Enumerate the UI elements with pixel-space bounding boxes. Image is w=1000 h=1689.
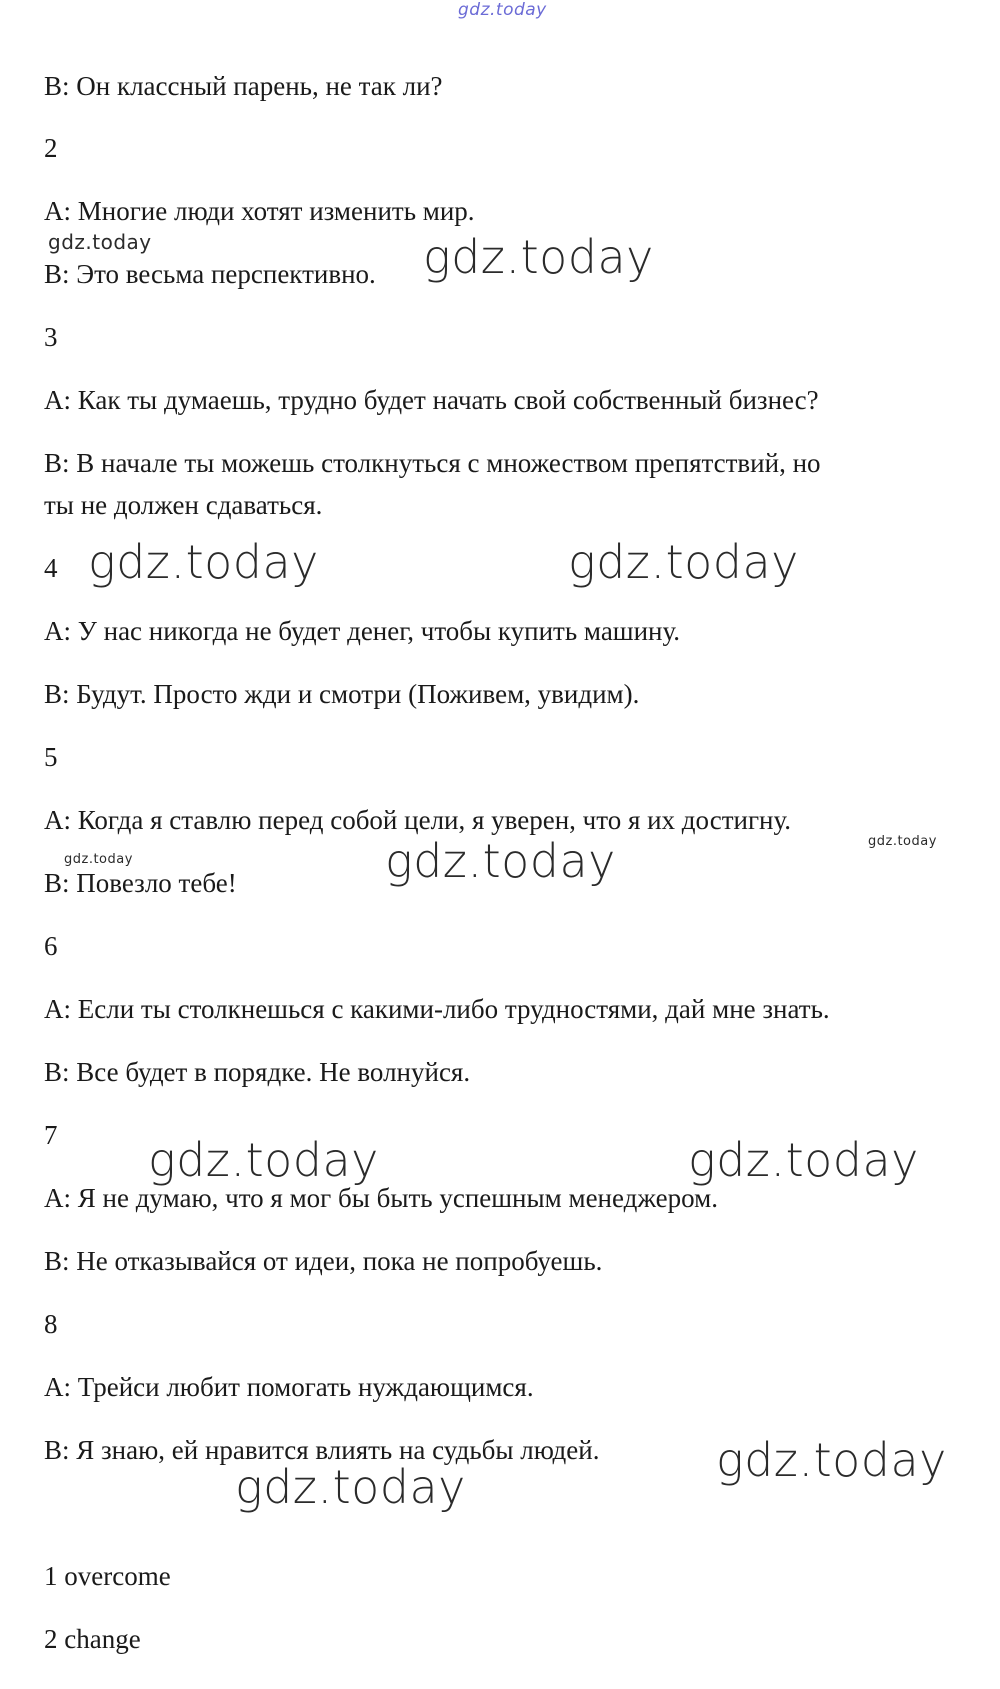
- item-number: 8: [44, 1309, 58, 1339]
- dialog-line: B: Будут. Просто жди и смотри (Поживем, увидим).: [44, 679, 640, 709]
- dialog-line: A: Если ты столкнешься с какими-либо трудностями, дай мне знать.: [44, 994, 830, 1024]
- dialog-line: A: Трейси любит помогать нуждающимся.: [44, 1372, 534, 1402]
- dialog-line: A: Многие люди хотят изменить мир.: [44, 196, 475, 226]
- item-number: 4: [44, 553, 58, 583]
- watermark-1: gdz.today: [423, 230, 654, 284]
- item-number: 6: [44, 931, 58, 961]
- item-number: 7: [44, 1120, 58, 1150]
- dialog-line: B: В начале ты можешь столкнуться с множеством препятствий, но: [44, 448, 821, 478]
- watermark-3: gdz.today: [568, 535, 799, 589]
- watermark-small-3: gdz.today: [64, 852, 133, 867]
- item-number: 5: [44, 742, 58, 772]
- answer-line: 2 change: [44, 1624, 141, 1654]
- dialog-line: B: Не отказывайся от идеи, пока не попробуешь.: [44, 1246, 603, 1276]
- dialog-line: B: Все будет в порядке. Не волнуйся.: [44, 1057, 471, 1087]
- watermark-8: gdz.today: [235, 1460, 466, 1514]
- item-number: 2: [44, 133, 58, 163]
- dialog-line: B: Я знаю, ей нравится влиять на судьбы людей.: [44, 1435, 600, 1465]
- dialog-line: B: Повезло тебе!: [44, 868, 237, 898]
- watermark-5: gdz.today: [148, 1133, 379, 1187]
- watermark-7: gdz.today: [716, 1433, 947, 1487]
- watermark-small-2: gdz.today: [868, 834, 937, 849]
- dialog-line: A: Когда я ставлю перед собой цели, я уверен, что я их достигну.: [44, 805, 792, 835]
- dialog-line: B: Это весьма перспективно.: [44, 259, 376, 289]
- watermark-2: gdz.today: [88, 535, 319, 589]
- dialog-line: A: Как ты думаешь, трудно будет начать свой собственный бизнес?: [44, 385, 819, 415]
- dialog-line: A: У нас никогда не будет денег, чтобы купить машину.: [44, 616, 681, 646]
- dialog-line: A: Я не думаю, что я мог бы быть успешным менеджером.: [44, 1183, 718, 1213]
- item-number: 3: [44, 322, 58, 352]
- watermark-top: gdz.today: [458, 0, 547, 20]
- dialog-line-continuation: ты не должен сдаваться.: [44, 490, 323, 520]
- answer-line: 1 overcome: [44, 1561, 171, 1591]
- watermark-small-1: gdz.today: [48, 230, 152, 254]
- watermark-6: gdz.today: [688, 1133, 919, 1187]
- dialog-line: B: Он классный парень, не так ли?: [44, 71, 443, 101]
- watermark-4: gdz.today: [385, 834, 616, 888]
